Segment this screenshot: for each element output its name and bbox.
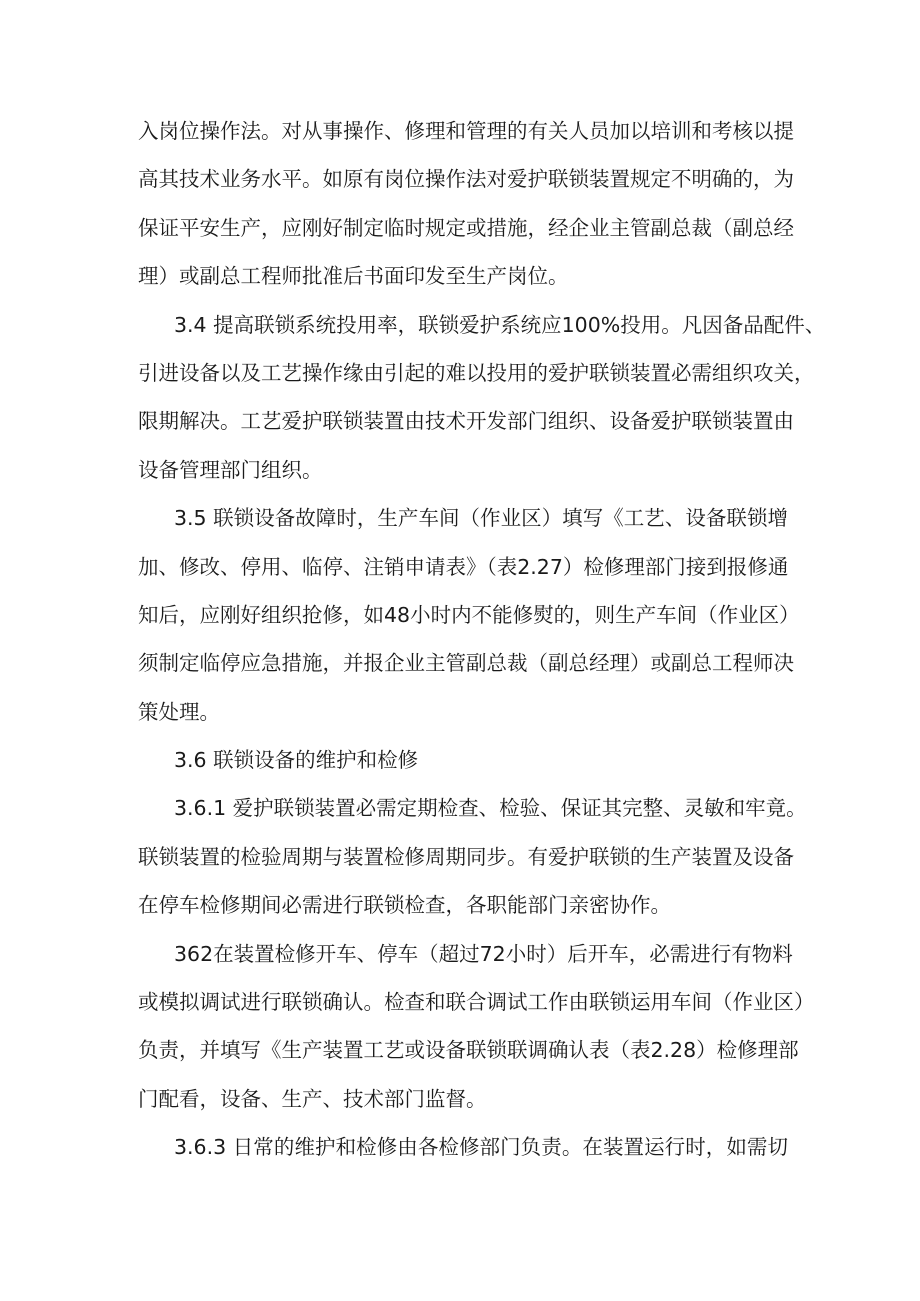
section-3-6-3-heading-line: 3.6.3 日常的维护和检修由各检修部门负责。在装置运行时，如需切 (174, 1135, 788, 1160)
text-line: 限期解决。工艺爱护联锁装置由技术开发部门组织、设备爱护联锁装置由 (138, 409, 794, 434)
section-3-5-heading-line: 3.5 联锁设备故障时，生产车间（作业区）填写《工艺、设备联锁增 (174, 506, 788, 531)
text-line: 入岗位操作法。对从事操作、修理和管理的有关人员加以培训和考核以提 (138, 119, 794, 143)
section-3-6-2-heading-line: 362在装置检修开车、停车（超过72小时）后开车，必需进行有物料 (174, 941, 793, 966)
text-line: 须制定临停应急措施，并报企业主管副总裁（副总经理）或副总工程师决 (138, 651, 794, 676)
section-3-4-heading-line: 3.4 提高联锁系统投用率，联锁爱护系统应100%投用。凡因备品配件、 (174, 312, 826, 337)
text-line: 联锁装置的检验周期与装置检修周期同步。有爱护联锁的生产装置及设备 (138, 844, 794, 869)
text-line: 知后，应刚好组织抢修，如48小时内不能修熨的，则生产车间（作业区） (138, 602, 800, 627)
text-line: 设备管理部门组织。 (138, 457, 323, 482)
section-3-6-heading: 3.6 联锁设备的维护和检修 (174, 748, 419, 773)
text-line: 高其技术业务水平。如原有岗位操作法对爱护联锁装置规定不明确的，为 (138, 167, 794, 192)
text-line: 在停车检修期间必需进行联锁检查，各职能部门亲密协作。 (138, 893, 671, 918)
text-line: 保证平安生产，应刚好制定临时规定或措施，经企业主管副总裁（副总经 (138, 215, 794, 240)
text-line: 引进设备以及工艺操作缘由引起的难以投用的爱护联锁装置必需组织攻关， (138, 360, 815, 385)
text-line: 负责，并填写《生产装置工艺或设备联锁联调确认表（表2.28）检修理部 (138, 1038, 799, 1063)
text-line: 或模拟调试进行联锁确认。检查和联合调试工作由联锁运用车间（作业区） (138, 990, 815, 1015)
section-3-6-1-heading-line: 3.6.1 爱护联锁装置必需定期检查、检验、保证其完整、灵敏和牢竟。 (174, 796, 807, 821)
text-line: 加、修改、停用、临停、注销申请表》（表2.27）检修理部门接到报修通 (138, 554, 789, 579)
body-text (138, 107, 826, 1172)
text-line: 门配看，设备、生产、技术部门监督。 (138, 1086, 487, 1111)
text-line: 策处理。 (138, 699, 220, 724)
text-line: 理）或副总工程师批准后书面印发至生产岗位。 (138, 264, 569, 289)
